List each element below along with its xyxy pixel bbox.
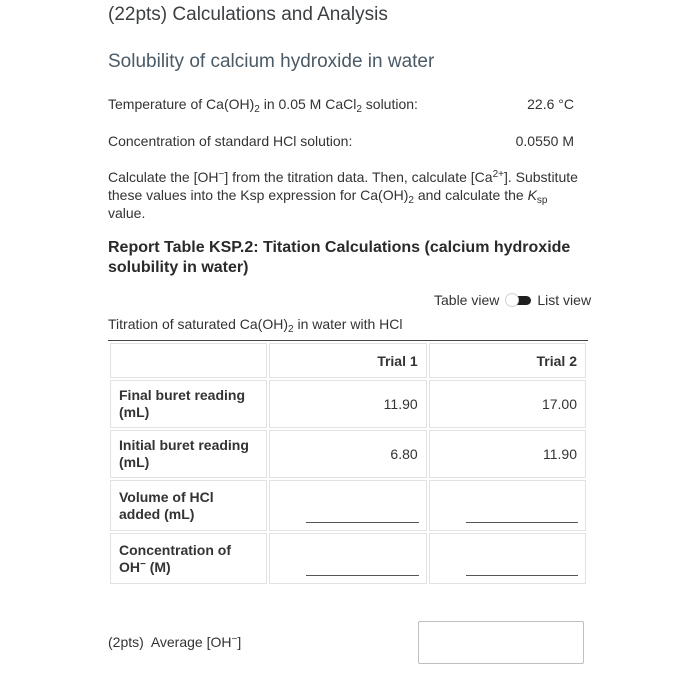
initial-buret-trial-1: 6.80 [269,430,426,478]
volume-hcl-trial-2-cell [429,480,586,531]
view-toggle-switch[interactable] [505,293,531,307]
final-buret-trial-2: 17.00 [429,380,586,428]
section-title: (22pts) Calculations and Analysis [108,4,388,25]
volume-hcl-trial-1-cell [269,480,426,531]
oh-concentration-trial-1-cell [269,533,426,584]
final-buret-trial-1: 11.90 [269,380,426,428]
hcl-concentration-value: 0.0550 M [515,133,574,149]
list-view-label[interactable]: List view [537,292,592,308]
row-label-initial-buret: Initial buret reading (mL) [110,430,267,478]
table-caption: Titration of saturated $Ca(OH)_2$ in water with HCl [108,316,403,335]
average-oh-label: (2pts) Average [OH−] [108,634,242,650]
volume-hcl-trial-2-input[interactable] [466,522,578,523]
instructions-paragraph: Calculate the [OH−] from the titration data. Then, calculate $[Ca^{2+}]$. Substitute these values into the Ksp expression for $Ca(OH)_2$ and calculate the $K_{sp}$ value. [108,169,578,221]
temperature-value: 22.6 °C [527,96,574,112]
oh-concentration-trial-1-input[interactable] [306,575,418,576]
row-label-final-buret: Final buret reading (mL) [110,380,267,428]
table-view-label[interactable]: Table view [434,292,500,308]
table-row [110,430,586,478]
header-trial-1: Trial 1 [269,343,426,378]
oh-concentration-trial-2-input[interactable] [466,575,578,576]
temperature-label: Temperature of $Ca(OH)_2$ in 0.05 M CaCl$_2$ solution: [108,96,418,115]
table-row [110,480,586,531]
table-row [110,533,586,584]
oh-concentration-trial-2-cell [429,533,586,584]
header-empty-cell [110,343,267,378]
header-trial-2: Trial 2 [429,343,586,378]
table-header-row [110,343,586,378]
view-toggle-group [434,292,591,308]
titration-table [108,341,588,586]
row-label-volume-hcl: Volume of HCl added (mL) [110,480,267,531]
table-row [110,380,586,428]
initial-buret-trial-2: 11.90 [429,430,586,478]
hcl-concentration-label: Concentration of standard HCl solution: [108,133,353,149]
average-oh-input[interactable] [418,621,584,664]
row-label-oh-concentration: Concentration of OH− (M) [110,533,267,584]
page-subtitle: Solubility of calcium hydroxide in water [108,51,435,72]
volume-hcl-trial-1-input[interactable] [306,522,418,523]
report-table-title: Report Table KSP.2: Titation Calculations (calcium hydroxide solubility in water) [108,239,571,276]
